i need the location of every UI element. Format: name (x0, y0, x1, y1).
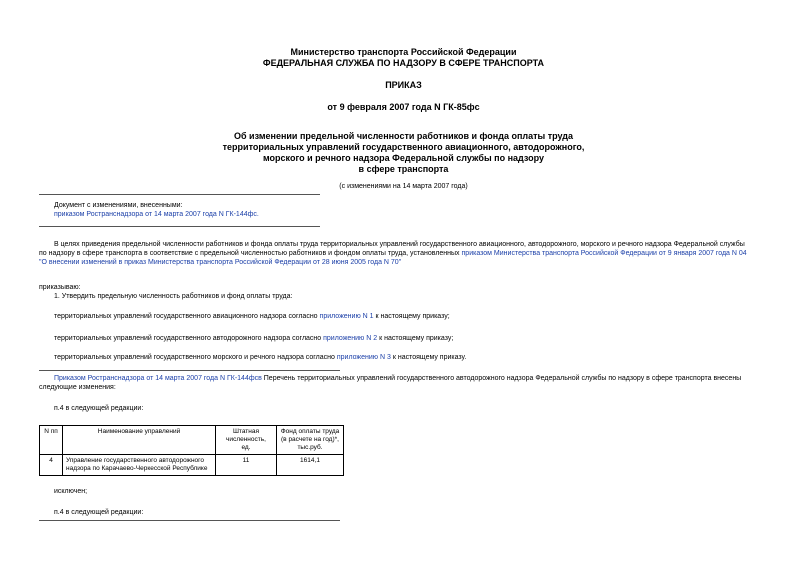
ministry-title: Министерство транспорта Российской Федерации (290, 47, 517, 57)
doc-title-line-4: в сфере транспорта (358, 164, 449, 174)
preamble-text: по надзору в сфере транспорта в соответствие с предельной численностью работников и фондом оплаты труда, установленных (39, 250, 460, 257)
appendix-2-link[interactable]: приложению N 2 (323, 335, 378, 342)
item-1: 1. Утвердить предельную численность работников и фонд оплаты труда: (54, 293, 293, 300)
row-staff: 11 (216, 455, 277, 476)
excluded-label: исключен; (54, 488, 88, 495)
changes-bottom-rule (39, 226, 320, 227)
list-item: территориальных управлений государственного автодорожного надзора согласно приложению N 2 к настоящему приказу; (54, 335, 454, 342)
amendment-line-2: следующие изменения: (39, 384, 116, 391)
doc-date: от 9 февраля 2007 года N ГК-85фс (327, 102, 480, 112)
appendix-1-link[interactable]: приложению N 1 (319, 313, 374, 320)
list-item: территориальных управлений государственного морского и речного надзора согласно приложению N 3 к настоящему приказу. (54, 354, 467, 361)
list-item: территориальных управлений государственного авиационного надзора согласно приложению N 1 к настоящему приказу; (54, 313, 450, 320)
changes-link[interactable]: приказом Ространснадзора от 14 марта 2007 года N ГК-144фс. (54, 211, 259, 218)
row-name: Управление государственного автодорожного надзора по Карачаево-Черкесской Республике (63, 455, 216, 476)
staff-table (39, 425, 344, 476)
table-row (40, 455, 344, 476)
service-title: ФЕДЕРАЛЬНАЯ СЛУЖБА ПО НАДЗОРУ В СФЕРЕ ТРАНСПОРТА (262, 58, 545, 68)
preamble-order-link[interactable]: приказом Министерства транспорта Российской Федерации от 9 января 2007 года N 04 (461, 250, 747, 257)
row-num: 4 (40, 455, 63, 476)
changes-top-rule (39, 194, 320, 195)
doc-title-line-2: территориальных управлений государственного авиационного, автодорожного, (222, 142, 585, 152)
preamble-order-link-2[interactable]: "О внесении изменений в приказ Министерства транспорта Российской Федерации от 28 июня 2005 года N 70" (39, 259, 402, 266)
appendix-3-link[interactable]: приложению N 3 (336, 354, 391, 361)
header-staff: Штатная численность, ед. (216, 426, 277, 455)
changes-label: Документ с изменениями, внесенными: (54, 202, 183, 209)
amendment-top-rule (39, 370, 340, 371)
doc-title-line-1: Об изменении предельной численности работников и фонда оплаты труда (234, 131, 573, 141)
amendment-line-1: Приказом Ространснадзора от 14 марта 2007 года N ГК-144фсв Перечень территориальных управлений государственного автодорожного надзора Федеральной службы по надзору в сфере транспорта внесены (54, 375, 742, 382)
amendment-bottom-rule (39, 520, 340, 521)
p4-label: п.4 в следующей редакции: (54, 405, 144, 412)
doc-title-line-3: морского и речного надзора Федеральной службы по надзору (263, 153, 544, 163)
doc-type: ПРИКАЗ (385, 80, 422, 90)
amendment-note: (с изменениями на 14 марта 2007 года) (339, 183, 468, 190)
preamble-line-2 (39, 249, 799, 258)
preamble-line-1: В целях приведения предельной численности работников и фонда оплаты труда территориальных управлений государственного авиационного, автодорожного, морского и речного надзора Федеральной службы (54, 241, 745, 248)
amendment-order-link[interactable]: Приказом Ространснадзора от 14 марта 2007 года N ГК-144фсв (54, 375, 262, 382)
header-fund: Фонд оплаты труда (в расчете на год)*, тыс.руб. (277, 426, 344, 455)
row-fund: 1614,1 (277, 455, 344, 476)
p4-label-2: п.4 в следующей редакции: (54, 509, 144, 516)
order-word: приказываю: (39, 284, 81, 291)
table-header-row (40, 426, 344, 455)
header-num: N пп (40, 426, 63, 455)
header-name: Наименование управлений (63, 426, 216, 455)
